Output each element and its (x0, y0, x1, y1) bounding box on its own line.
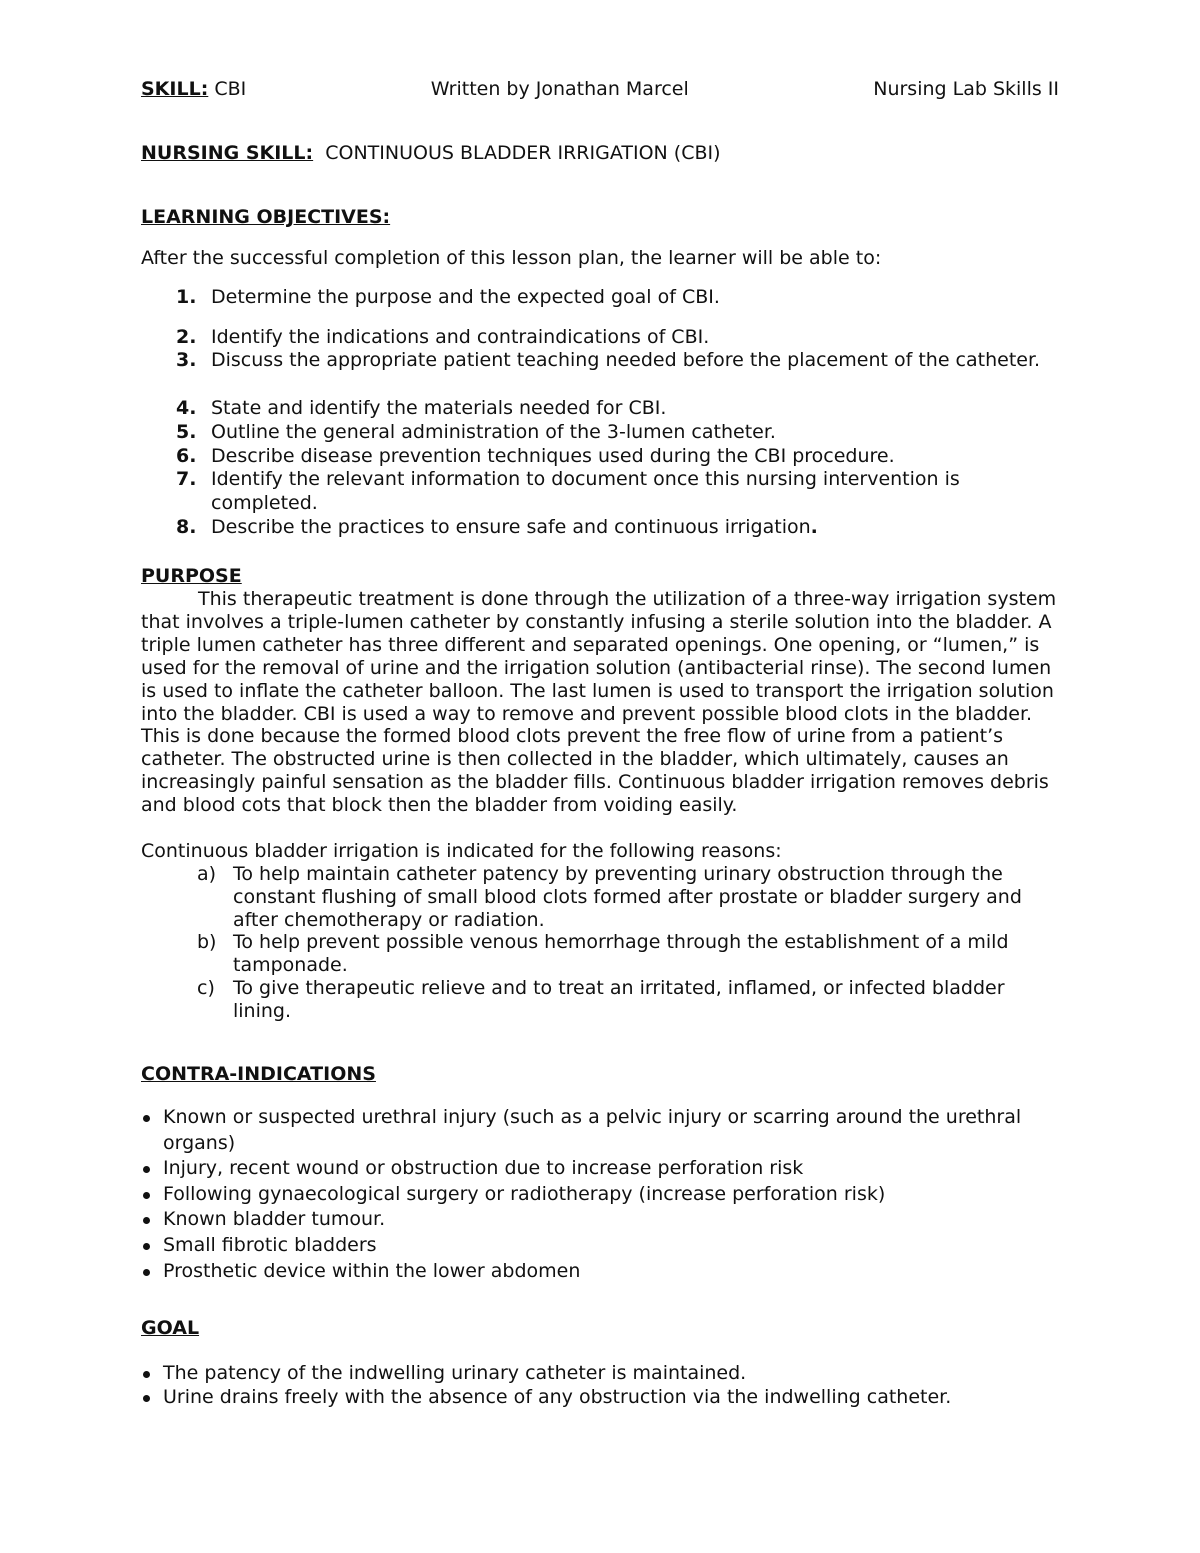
objective-number: 5. (176, 421, 197, 443)
reason-text: To help maintain catheter patency by preventing urinary obstruction through the constant flushing of small blood clots formed after prostate or bladder surgery and after chemotherapy or radiation. (233, 863, 1022, 931)
contra-indication-text: Injury, recent wound or obstruction due to increase perforation risk (163, 1157, 804, 1180)
bullet-icon (143, 1371, 150, 1378)
objective-item (176, 468, 1056, 515)
objective-text (211, 516, 1056, 540)
reasons-intro: Continuous bladder irrigation is indicated for the following reasons: (141, 840, 782, 862)
objective-number: 3. (176, 349, 197, 371)
bullet-icon (143, 1166, 150, 1173)
objective-item (176, 516, 1056, 540)
reason-item (197, 863, 1057, 931)
page-header (141, 76, 1059, 102)
goal-heading: GOAL (141, 1317, 200, 1339)
objective-number: 7. (176, 468, 197, 490)
objective-item (176, 445, 1056, 469)
contra-indication-item (141, 1233, 1056, 1259)
bullet-icon (143, 1395, 150, 1402)
contra-indications-heading: CONTRA-INDICATIONS (141, 1063, 376, 1085)
bullet-icon (143, 1269, 150, 1276)
bullet-icon (143, 1192, 150, 1199)
objective-item (176, 349, 1056, 373)
objective-item (176, 326, 1056, 350)
contra-indication-text: Known or suspected urethral injury (such as a pelvic injury or scarring around the urethral organs) (163, 1106, 1022, 1154)
objective-item (176, 397, 1056, 421)
objective-text: Discuss the appropriate patient teaching needed before the placement of the catheter. (211, 349, 1041, 371)
reason-text: To give therapeutic relieve and to treat an irritated, inflamed, or infected bladder lining. (233, 976, 1005, 1022)
contra-indication-text: Prosthetic device within the lower abdomen (163, 1259, 581, 1282)
objective-text: Identify the relevant information to document once this nursing intervention is completed. (211, 468, 960, 514)
header-skill (141, 76, 246, 102)
reason-marker: a) (197, 863, 217, 885)
reason-marker: b) (197, 931, 217, 954)
goal-text: The patency of the indwelling urinary catheter is maintained. (163, 1362, 747, 1384)
objective-text: Describe disease prevention techniques used during the CBI procedure. (211, 445, 895, 467)
objective-text: State and identify the materials needed for CBI. (211, 397, 667, 419)
objective-text: Outline the general administration of the 3-lumen catheter. (211, 421, 776, 443)
contra-indication-item (141, 1207, 1056, 1233)
goal-list (141, 1361, 1056, 1409)
reason-marker: c) (197, 976, 215, 999)
objective-number: 2. (176, 326, 197, 348)
skill-label: SKILL: (141, 78, 209, 100)
reason-item (197, 977, 1057, 1023)
goal-item (141, 1385, 1056, 1409)
objective-item (176, 421, 1056, 445)
contra-indication-text: Known bladder tumour. (163, 1208, 386, 1231)
objective-number: 8. (176, 516, 197, 538)
contra-indication-item (141, 1259, 1056, 1285)
reason-item (197, 931, 1057, 977)
bullet-icon (143, 1217, 150, 1224)
contra-indication-item (141, 1105, 1056, 1156)
objective-number: 6. (176, 445, 197, 467)
objective-text: Determine the purpose and the expected goal of CBI. (211, 286, 720, 308)
reasons-list (197, 863, 1057, 1023)
contra-indication-item (141, 1156, 1056, 1182)
objective-text: Identify the indications and contraindications of CBI. (211, 326, 710, 348)
learning-objectives-intro: After the successful completion of this lesson plan, the learner will be able to: (141, 247, 882, 269)
nursing-skill-value: CONTINUOUS BLADDER IRRIGATION (CBI) (325, 142, 721, 164)
goal-item (141, 1361, 1056, 1385)
bullet-icon (143, 1115, 150, 1122)
header-course: Nursing Lab Skills II (873, 78, 1059, 100)
contra-indication-text: Small fibrotic bladders (163, 1233, 377, 1256)
contra-indication-item (141, 1182, 1056, 1208)
objective-number: 4. (176, 397, 197, 419)
contra-indications-list (141, 1105, 1056, 1284)
purpose-heading: PURPOSE (141, 565, 242, 587)
objective-number: 1. (176, 286, 197, 308)
contra-indication-text: Following gynaecological surgery or radiotherapy (increase perforation risk) (163, 1182, 886, 1205)
objective-text-period: . (810, 516, 818, 538)
purpose-paragraph: This therapeutic treatment is done through the utilization of a three-way irrigation system that involves a triple-lumen catheter by constantly infusing a sterile solution into the bladder. A triple lumen catheter has three different and separated openings. One opening, or “lumen,” is used for the removal of urine and the irrigation solution (antibacterial rinse). The second lumen is used to inflate the catheter balloon. The last lumen is used to transport the irrigation solution into the bladder. CBI is used a way to remove and prevent possible blood clots in the bladder. This is done because the formed blood clots prevent the free flow of urine from a patient’s catheter. The obstructed urine is then collected in the bladder, which ultimately, causes an increasingly painful sensation as the bladder fills. Continuous bladder irrigation removes debris and blood cots that block then the bladder from voiding easily. (141, 588, 1057, 817)
goal-text: Urine drains freely with the absence of any obstruction via the indwelling catheter. (163, 1386, 952, 1408)
objective-item (176, 286, 1056, 310)
objective-text-main: Describe the practices to ensure safe and continuous irrigation (211, 516, 811, 538)
bullet-icon (143, 1243, 150, 1250)
nursing-skill-label: NURSING SKILL: (141, 142, 314, 164)
header-author: Written by Jonathan Marcel (430, 78, 689, 100)
skill-value: CBI (214, 78, 247, 100)
nursing-skill-line (141, 140, 721, 166)
learning-objectives-heading: LEARNING OBJECTIVES: (141, 206, 391, 228)
reason-text: To help prevent possible venous hemorrhage through the establishment of a mild tamponade. (233, 931, 1009, 977)
